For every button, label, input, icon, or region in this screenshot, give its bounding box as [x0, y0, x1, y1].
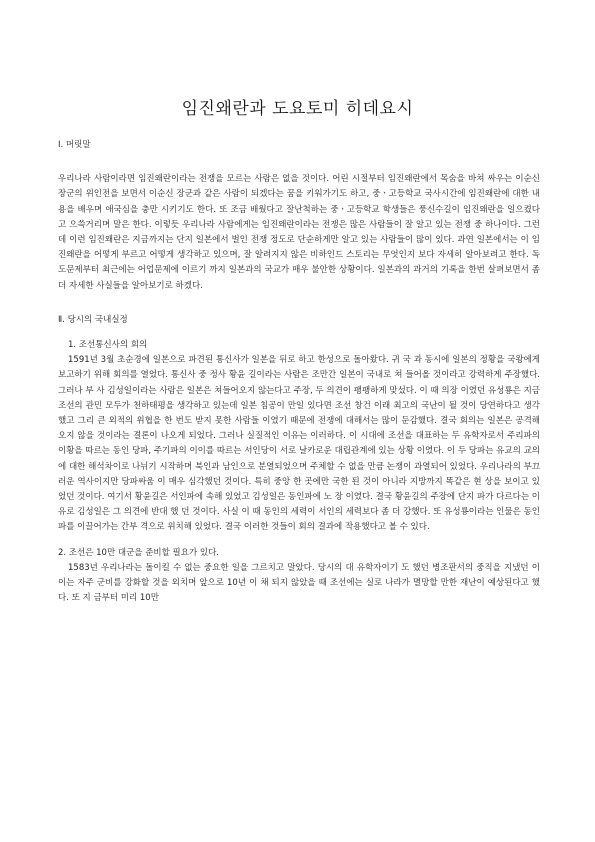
envoy-meeting-paragraph: 1591년 3월 초순경에 일본으로 파견된 통신사가 일본을 뒤로 하고 한성으로 돌아왔다. 귀 국 과 동시에 일본의 정황을 국왕에게 보고하기 위해 회의를 열었다. 통신사 중 정사 황윤 길이라는 사람은 조만간 일본이 국내로 쳐 들어올 것이라고 강력하게 주장했다. 그러나 부 사 김성일이라는 사람은 일본은 쳐들어오지 않는다고 주장, 두 의견이 팽팽하게 맞섰다. 이 때 의장 이였던 유성룡은 지금 조선의 관민 모두가 천하태평을 생각하고 있는데 일본 침공이 만일 있다면 조선 창건 이래 최고의 국난이 될 것이 당연하다고 생각했고 그리 큰 외적의 위협을 한 번도 받지 못한 사람들 이였기 때문에 전쟁에 대해서는 많이 둔감했다. 결국 회의는 일본은 공격해 오지 않을 것이라는 결론이 나오게 되었다. 그러나 실질적인 이유는 이러하다. 이 시대에 조선을 대표하는 두 유학자로서 주리파의 이황을 따르는 동인 당파, 주기파의 이이를 따르는 서인당이 서로 날카로운 대립관계에 있는 상황 이였다. 이 두 당파는 유교의 교의에 대한 해석차이로 나뉘기 시작하며 북인과 남인으로 분열되었으며 주체할 수 없을 만큼 논쟁이 과열되어 있었다. 우리나라의 부끄러운 역사이지만 당파싸움 이 매우 심각했던 것이다. 특히 중앙 한 곳에만 국한 된 것이 아니라 지방까지 똑같은 현 상을 보이고 있었던 것이다. 여기서 황윤길은 서인파에 속해 있었고 김성일은 동인파에 노 장 이였다. 결국 황윤길의 주장에 단지 파가 다르다는 이유로 김성일은 그 의견에 반대 했 던 것이다. 사실 이 때 동인의 세력이 서인의 세력보다 좀 더 강했다. 또 유성룡이라는 인물은 동인파를 이끌어가는 간부 격으로 위치해 있었다. 결국 이러한 것들이 회의 결과에 작용했다고 볼 수 있다.: [58, 355, 540, 533]
spacer: [58, 536, 540, 546]
army-paragraph: 1583년 우리나라는 돌이킬 수 없는 중요한 일을 그르치고 말았다. 당시의 대 유학자이기 도 했던 병조판서의 중직을 지냈던 이이는 자주 군비를 강화할 것을 외치며 앞으로 10년 이 채 되지 않았을 때 조선에는 실로 나라가 멸망할 만한 재난이 예상된다고 했다. 또 지 금부터 미리 10만: [58, 562, 540, 604]
spacer: [58, 153, 540, 172]
spacer: [58, 328, 540, 338]
subsection-heading-envoy-meeting: 1. 조선통신사의 회의: [68, 340, 148, 351]
intro-paragraph: 우리나라 사람이라면 임진왜란이라는 전쟁을 모르는 사람은 없을 것이다. 어린 시절부터 임진왜란에서 목숨을 바쳐 싸우는 이순신장군의 위인전을 보면서 이순신 장군과 같은 사람이 되겠다는 꿈을 키워가기도 하고, 중ㆍ고등학교 국사시간에 임진왜란에 대한 내용을 배우며 애국심을 충만 시키기도 한다. 또 조금 배웠다고 잘난척하는 중ㆍ고등학교 학생들은 풍신수길이 임진왜란을 일으켰다고 으쓱거리며 말은 한다. 이렇듯 우리나라 사람에게는 임진왜란이라는 전쟁은 많은 사람들이 잘 알고 있는 전쟁 중 하나이다. 그런데 이런 임진왜란은 지금까지는 단지 일본에서 벌인 전쟁 정도로 단순하게만 알고 있는 사람들이 많이 있다. 과연 일본에서는 이 임진왜란을 어떻게 부르고 어떻게 생각하고 있으며, 잘 알려지지 않은 비하인드 스토리는 무엇인지 보다 자세히 알아보려고 한다. 독도문제부터 최근에는 어업문제에 이르기 까지 일본과의 국교가 매우 불안한 상황이다. 일본과의 과거의 기록을 한번 살펴보면서 좀 더 자세한 사실들을 알아보기로 하겠다.: [58, 174, 540, 291]
document-title: 임진왜란과 도요토미 히데요시: [181, 99, 414, 119]
spacer: [58, 294, 540, 313]
section-heading-intro: Ⅰ. 머릿말: [58, 140, 91, 150]
document-body: [58, 138, 540, 606]
subsection-heading-army: 2. 조선은 10만 대군을 준비할 필요가 있다.: [58, 547, 220, 558]
section-heading-domestic: Ⅱ. 당시의 국내실정: [58, 314, 128, 325]
